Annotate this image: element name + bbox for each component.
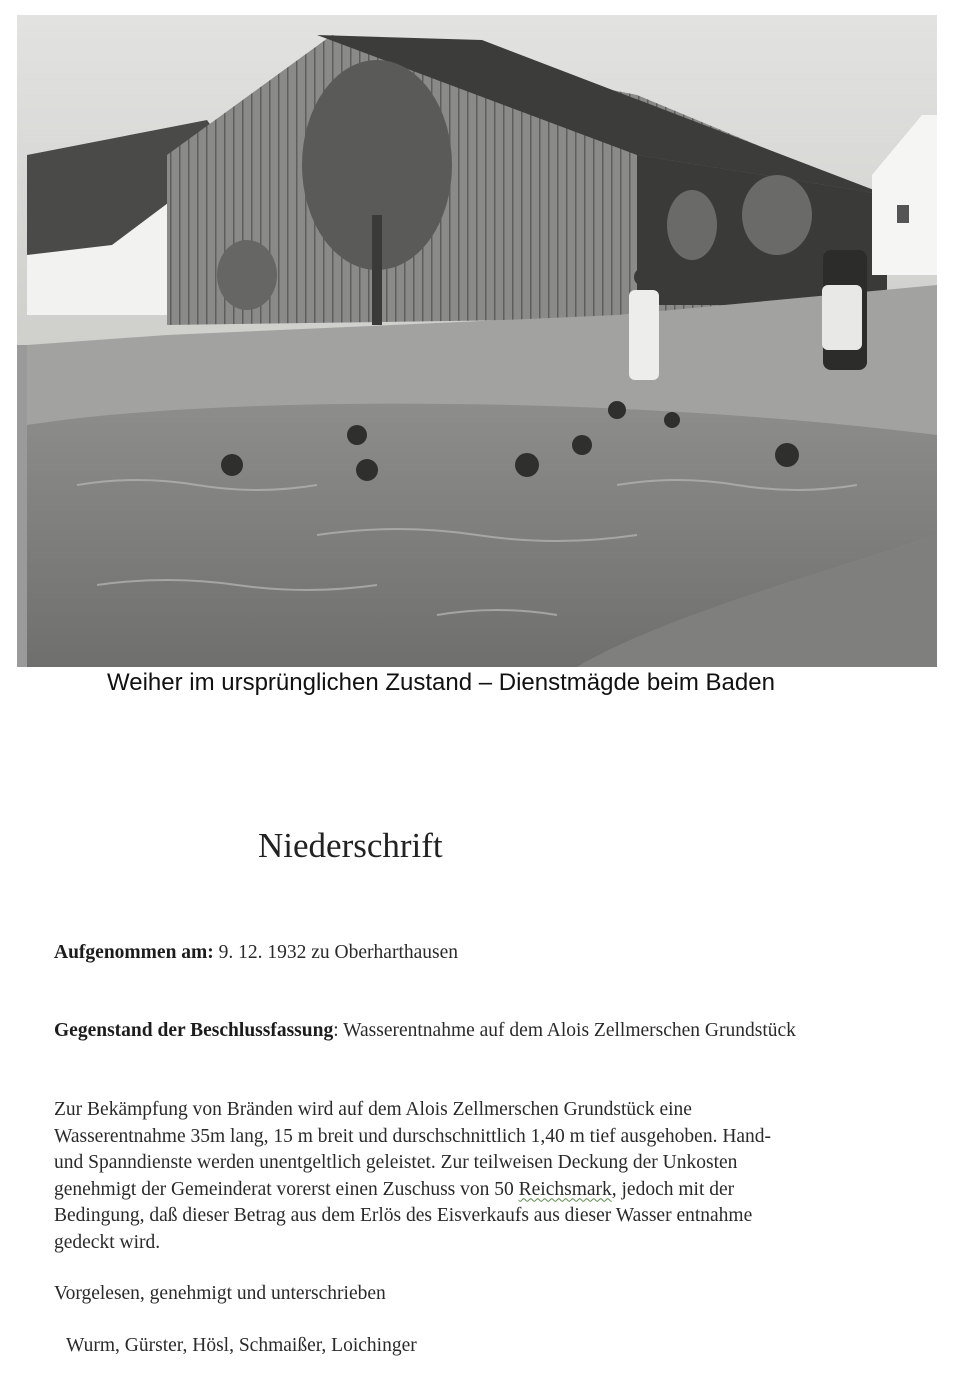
subject-line — [54, 1018, 874, 1045]
recorded-value: 9. 12. 1932 zu Oberharthausen — [213, 942, 459, 963]
approval-line: Vorgelesen, genehmigt und unterschrieben — [54, 1283, 386, 1304]
photo-caption: Weiher im ursprünglichen Zustand – Dienstmägde beim Baden — [107, 669, 775, 696]
signers-line: Wurm, Gürster, Hösl, Schmaißer, Loichinger — [66, 1335, 417, 1356]
pond-photo-illustration — [17, 15, 937, 667]
recorded-label: Aufgenommen am: — [54, 942, 214, 963]
recorded-line — [54, 940, 458, 967]
paragraph-line — [54, 1177, 914, 1204]
subject-value: : Wasserentnahme auf dem Alois Zellmerschen Grundstück — [333, 1020, 796, 1041]
line4-before: genehmigt der Gemeinderat vorerst einen Zuschuss von 50 — [54, 1178, 519, 1200]
paragraph-line: Zur Bekämpfung von Bränden wird auf dem Alois Zellmerschen Grundstück eine — [54, 1099, 692, 1120]
document-title: Niederschrift — [258, 826, 443, 865]
paragraph-line: Wasserentnahme 35m lang, 15 m breit und durschschnittlich 1,40 m tief ausgehoben. Hand- — [54, 1125, 772, 1147]
historic-pond-photo — [17, 15, 937, 667]
paragraph-line: Bedingung, daß dieser Betrag aus dem Erlös des Eisverkaufs aus dieser Wasser entnahme — [54, 1205, 753, 1226]
paragraph-line: gedeckt wird. — [54, 1231, 161, 1253]
resolution-paragraph — [54, 1097, 914, 1256]
subject-label: Gegenstand der Beschlussfassung — [54, 1020, 334, 1041]
paragraph-line: und Spanndienste werden unentgeltlich geleistet. Zur teilweisen Deckung der Unkosten — [54, 1152, 738, 1173]
line4-after: , jedoch mit der — [611, 1178, 735, 1200]
reichsmark-word: Reichsmark — [518, 1178, 612, 1200]
